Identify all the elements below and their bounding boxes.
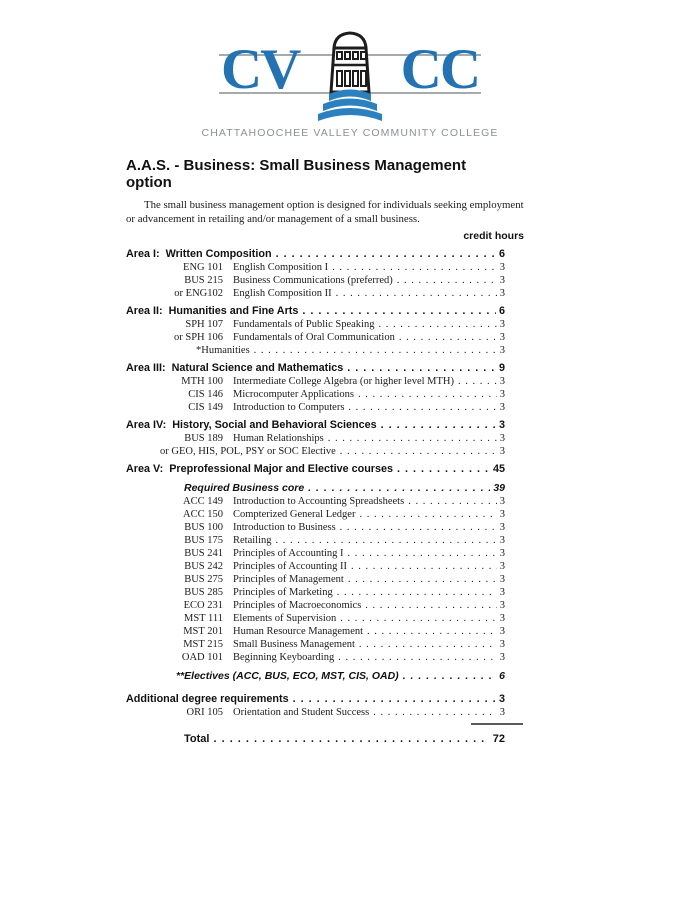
course-code: MST 215 [183, 639, 223, 650]
course-code: BUS 215 [184, 275, 223, 286]
required-core-label: Required Business core [184, 482, 305, 494]
course-row [126, 375, 505, 388]
course-credits: 3 [499, 600, 505, 611]
course-title: Fundamentals of Oral Communication [233, 332, 395, 343]
course-code: BUS 275 [184, 574, 223, 585]
course-row [126, 508, 505, 521]
course-credits: 3 [499, 332, 505, 343]
course-row [126, 432, 505, 445]
course-credits: 3 [499, 548, 505, 559]
course-credits: 3 [499, 587, 505, 598]
dot-leader [403, 670, 496, 683]
course-row [126, 560, 505, 573]
course-title: Beginning Keyboarding [233, 652, 335, 663]
course-code: BUS 241 [184, 548, 223, 559]
dot-leader [348, 573, 497, 586]
course-row [126, 445, 505, 458]
course-title: Intermediate College Algebra (or higher level MTH) [233, 376, 455, 387]
course-code: ENG 101 [183, 262, 223, 273]
dot-leader [254, 344, 497, 357]
course-row [126, 534, 505, 547]
area-credits: 3 [498, 419, 505, 431]
course-row [126, 521, 505, 534]
course-credits: 3 [499, 376, 505, 387]
course-credits: 3 [499, 561, 505, 572]
course-credits: 3 [499, 275, 505, 286]
total-row [126, 733, 505, 746]
logo-letters-cc: CC [400, 38, 479, 101]
course-credits: 3 [499, 707, 505, 718]
required-core-row [126, 482, 505, 495]
dot-leader [397, 274, 497, 287]
course-row [126, 261, 505, 274]
course-title: Introduction to Accounting Spreadsheets [233, 496, 405, 507]
course-row [126, 287, 505, 300]
course-credits: 3 [499, 613, 505, 624]
course-code: or SPH 106 [173, 332, 223, 343]
course-title: Fundamentals of Public Speaking [233, 319, 375, 330]
dot-leader [276, 248, 496, 261]
rotunda-building-icon [318, 30, 382, 122]
course-code: BUS 242 [184, 561, 223, 572]
dot-leader [367, 625, 497, 638]
area-heading-row [126, 463, 505, 476]
course-credits: 3 [499, 639, 505, 650]
course-credits: 3 [499, 509, 505, 520]
dot-leader [276, 534, 497, 547]
course-row [126, 547, 505, 560]
additional-heading-row [126, 693, 505, 706]
dot-leader [359, 638, 497, 651]
college-name: CHATTAHOOCHEE VALLEY COMMUNITY COLLEGE [201, 127, 499, 139]
dot-leader [328, 432, 497, 445]
course-row [126, 344, 505, 357]
course-title: Elements of Supervision [233, 613, 337, 624]
course-code: BUS 100 [184, 522, 223, 533]
course-title: or GEO, HIS, POL, PSY or SOC Elective [160, 446, 336, 457]
area-heading-row [126, 419, 505, 432]
course-credits: 3 [499, 433, 505, 444]
course-row [126, 706, 505, 719]
course-code: ACC 149 [183, 496, 223, 507]
course-credits: 3 [499, 496, 505, 507]
dot-leader [336, 287, 497, 300]
course-code: CIS 146 [188, 389, 223, 400]
course-credits: 3 [499, 652, 505, 663]
dot-leader [359, 508, 496, 521]
area-heading-row [126, 362, 505, 375]
area-credits: 9 [498, 362, 505, 374]
course-title: Principles of Marketing [233, 587, 333, 598]
course-row [126, 401, 505, 414]
course-row [126, 651, 505, 664]
dot-leader [458, 375, 497, 388]
dot-leader [337, 586, 497, 599]
area-credits: 6 [498, 305, 505, 317]
course-code: or ENG102 [174, 288, 223, 299]
course-code: MST 111 [184, 613, 223, 624]
course-credits: 3 [499, 262, 505, 273]
dot-leader [365, 599, 496, 612]
course-row [126, 638, 505, 651]
dot-leader [347, 362, 496, 375]
course-row [126, 612, 505, 625]
credit-hours-label: credit hours [463, 230, 524, 242]
course-title: *Humanities [196, 345, 250, 356]
electives-credits: 6 [499, 670, 505, 682]
course-title: Principles of Macroeconomics [233, 600, 362, 611]
course-code: SPH 107 [185, 319, 223, 330]
course-row [126, 388, 505, 401]
dot-leader [340, 521, 497, 534]
electives-row [126, 670, 505, 683]
course-code: BUS 175 [184, 535, 223, 546]
dot-leader [308, 482, 490, 495]
course-title: English Composition II [233, 288, 332, 299]
dot-leader [213, 733, 489, 746]
course-credits: 3 [499, 574, 505, 585]
total-credits: 72 [492, 733, 505, 745]
course-row [126, 331, 505, 344]
electives-label: **Electives (ACC, BUS, ECO, MST, CIS, OAD) [176, 670, 399, 682]
course-title: Small Business Management [233, 639, 355, 650]
course-code: ECO 231 [183, 600, 223, 611]
intro-paragraph: The small business management option is designed for individuals seeking employment or advancement in retailing and/or management of a small business. [126, 199, 524, 225]
dot-leader [302, 305, 496, 318]
course-row [126, 495, 505, 508]
dot-leader [397, 463, 490, 476]
page-title: A.A.S. - Business: Small Business Management option [126, 157, 467, 191]
course-credits: 3 [499, 345, 505, 356]
dot-leader [399, 331, 497, 344]
dot-leader [348, 547, 497, 560]
logo-block [0, 30, 700, 139]
course-title: English Composition I [233, 262, 329, 273]
area-heading: Area I: Written Composition [126, 248, 272, 260]
course-row [126, 586, 505, 599]
dot-leader [373, 706, 497, 719]
course-credits: 3 [499, 626, 505, 637]
additional-credits: 3 [498, 693, 505, 705]
course-credits: 3 [499, 522, 505, 533]
course-code: CIS 149 [188, 402, 223, 413]
course-row [126, 318, 505, 331]
dot-leader [340, 612, 497, 625]
required-core-credits: 39 [493, 482, 505, 494]
course-row [126, 599, 505, 612]
additional-requirements-block [126, 693, 505, 746]
course-title: Principles of Management [233, 574, 344, 585]
dot-leader [381, 419, 496, 432]
course-code: ORI 105 [186, 707, 223, 718]
dot-leader [338, 651, 497, 664]
dot-leader [351, 560, 497, 573]
dot-leader [332, 261, 497, 274]
degree-plan-content [126, 157, 524, 746]
course-code: BUS 285 [184, 587, 223, 598]
course-code: MTH 100 [181, 376, 223, 387]
course-credits: 3 [499, 446, 505, 457]
course-title: Compterized General Ledger [233, 509, 356, 520]
course-title: Retailing [233, 535, 272, 546]
course-code: OAD 101 [181, 652, 223, 663]
area-heading-row [126, 248, 505, 261]
area-heading: Area V: Preprofessional Major and Elective courses [126, 463, 394, 475]
logo-letters-cv: CV [221, 38, 300, 101]
course-row [126, 274, 505, 287]
course-credits: 3 [499, 389, 505, 400]
area-heading: Area IV: History, Social and Behavioral Sciences [126, 419, 377, 431]
course-credits: 3 [499, 402, 505, 413]
course-title: Business Communications (preferred) [233, 275, 393, 286]
course-title: Principles of Accounting I [233, 548, 344, 559]
additional-heading: Additional degree requirements [126, 693, 289, 705]
area-heading-row [126, 305, 505, 318]
dot-leader [340, 445, 497, 458]
dot-leader [358, 388, 497, 401]
area-heading: Area III: Natural Science and Mathematics [126, 362, 344, 374]
course-title: Introduction to Computers [233, 402, 345, 413]
course-credits: 3 [499, 288, 505, 299]
course-row [126, 625, 505, 638]
course-credits: 3 [499, 535, 505, 546]
course-title: Orientation and Student Success [233, 707, 370, 718]
dot-leader [408, 495, 497, 508]
dot-leader [293, 693, 496, 706]
area-credits: 45 [492, 463, 505, 475]
course-title: Human Resource Management [233, 626, 364, 637]
area-credits: 6 [498, 248, 505, 260]
course-title: Principles of Accounting II [233, 561, 348, 572]
dot-leader [378, 318, 496, 331]
cvcc-logo [219, 30, 481, 122]
total-label: Total [184, 733, 210, 745]
course-code: BUS 189 [184, 433, 223, 444]
total-divider-line [471, 723, 523, 725]
course-credits: 3 [499, 319, 505, 330]
course-title: Introduction to Business [233, 522, 336, 533]
course-row [126, 573, 505, 586]
dot-leader [348, 401, 496, 414]
course-code: ACC 150 [183, 509, 223, 520]
course-title: Human Relationships [233, 433, 324, 444]
course-code: MST 201 [183, 626, 223, 637]
area-heading: Area II: Humanities and Fine Arts [126, 305, 299, 317]
course-title: Microcomputer Applications [233, 389, 355, 400]
